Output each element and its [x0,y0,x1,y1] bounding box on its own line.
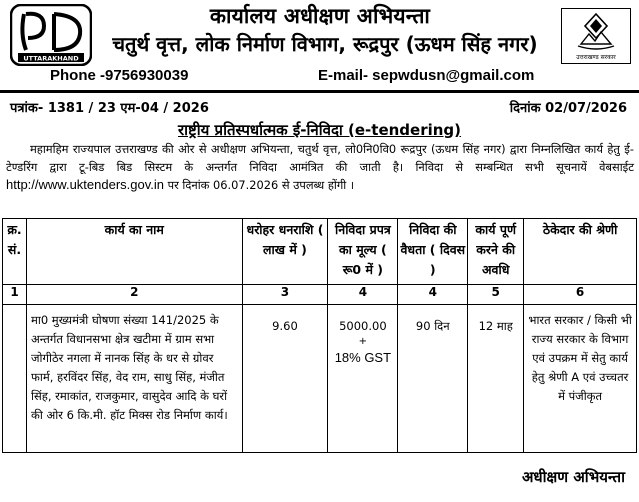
uttarakhand-govt-emblem [561,8,631,64]
cell-work-name: मा0 मुख्यमंत्री घोषणा संख्या 141/2025 के अन्तर्गत विधानसभा क्षेत्र खटीमा में ग्राम सभा जोगीठेर नगला में नानक सिंह के धर से ग्रोवर फार्म, हरविंदर सिंह, वेद राम, साधु सिंह, मंजीत सिंह, रमाकांत, राजकुमार, वासुदेव आदि के घरों की ओर 6 कि.मी. हॉट मिक्स रोड निर्माण कार्य। [26,305,242,453]
uttarakhand-pwd-logo [10,4,92,66]
header-earnest-money: धरोहर धनराशि ( लाख में ) [242,219,328,285]
email-address[interactable]: E-mail- sepwdusn@gmail.com [318,67,535,84]
logo-right-caption: उत्तराखण्ड सरकार [576,54,616,61]
cell-sno [3,305,27,453]
notice-paragraph-tail: पर दिनांक 06.07.2026 से उपलब्ध होंगी । [164,178,355,192]
col-number: 5 [468,285,524,305]
phone-number: Phone -9756930039 [50,67,189,84]
table-header-row [3,219,637,285]
letterhead [0,0,639,90]
tender-table [2,218,637,453]
header-tender-validity: निविदा की वैधता ( दिवस ) [398,219,468,285]
header-divider [0,90,639,93]
cell-contractor-class: भारत सरकार / किसी भी राज्य सरकार के विभाग एवं उपक्रम में सेतु कार्य हेतु श्रेणी A एवं उच्चतर में पंजीकृत [524,305,637,453]
col-number: 2 [26,285,242,305]
cell-form-cost [328,305,398,453]
reference-number: पत्रांक- 1381 / 23 एम-04 / 2026 [10,101,209,116]
col-number: 4 [328,285,398,305]
header-form-cost: निविदा प्रपत्र का मूल्य ( रू0 में ) [328,219,398,285]
signature-designation: अधीक्षण अभियन्ता [521,468,625,486]
col-number: 4 [398,285,468,305]
header-sno: क्र. सं. [3,219,27,285]
col-number: 6 [524,285,637,305]
notice-paragraph-text: महामहिम राज्यपाल उत्तराखण्ड की ओर से अधीक्षण अभियन्ता, चतुर्थ वृत्त, लो0नि0वि0 रूद्रपुर (ऊधम सिंह नगर) द्वारा निम्नलिखित कार्य हेतु ई-टेण्डरिंग द्वारा टू-बिड बिड सिस्टम के अन्तर्गत निविदा आमंत्रित की जाती है। निविदा से सम्बन्धित सभी सूचनायें वेबसाईट [6,142,634,174]
header-completion-period: कार्य पूर्ण करने की अवधि [468,219,524,285]
col-number: 3 [242,285,328,305]
col-number: 1 [3,285,27,305]
notice-title-text: राष्ट्रीय प्रतिस्पर्धात्मक ई-निविदा (e-tendering) [177,121,462,139]
notice-paragraph [6,140,634,194]
cell-tender-validity: 90 दिन [398,305,468,453]
notice-title [0,120,639,140]
letter-date: दिनांक 02/07/2026 [509,101,627,116]
office-subtitle: चतुर्थ वृत्त, लोक निर्माण विभाग, रूद्रपुर (ऊधम सिंह नगर) [112,32,538,56]
tender-website-link[interactable]: http://www.uktenders.gov.in [6,177,165,192]
logo-left-caption: UTTARAKHAND [23,54,79,63]
cell-earnest-money: 9.60 [242,305,328,453]
form-cost-plus: + [358,336,368,347]
table-number-row [3,285,637,305]
table-row [3,305,637,453]
office-title: कार्यालय अधीक्षण अभियन्ता [209,4,431,28]
header-contractor-class: ठेकेदार की श्रेणी [524,219,637,285]
form-cost-gst: 18% GST [334,350,392,365]
cell-completion-period: 12 माह [468,305,524,453]
header-work-name: कार्य का नाम [26,219,242,285]
form-cost-amount: 5000.00 [339,319,387,333]
